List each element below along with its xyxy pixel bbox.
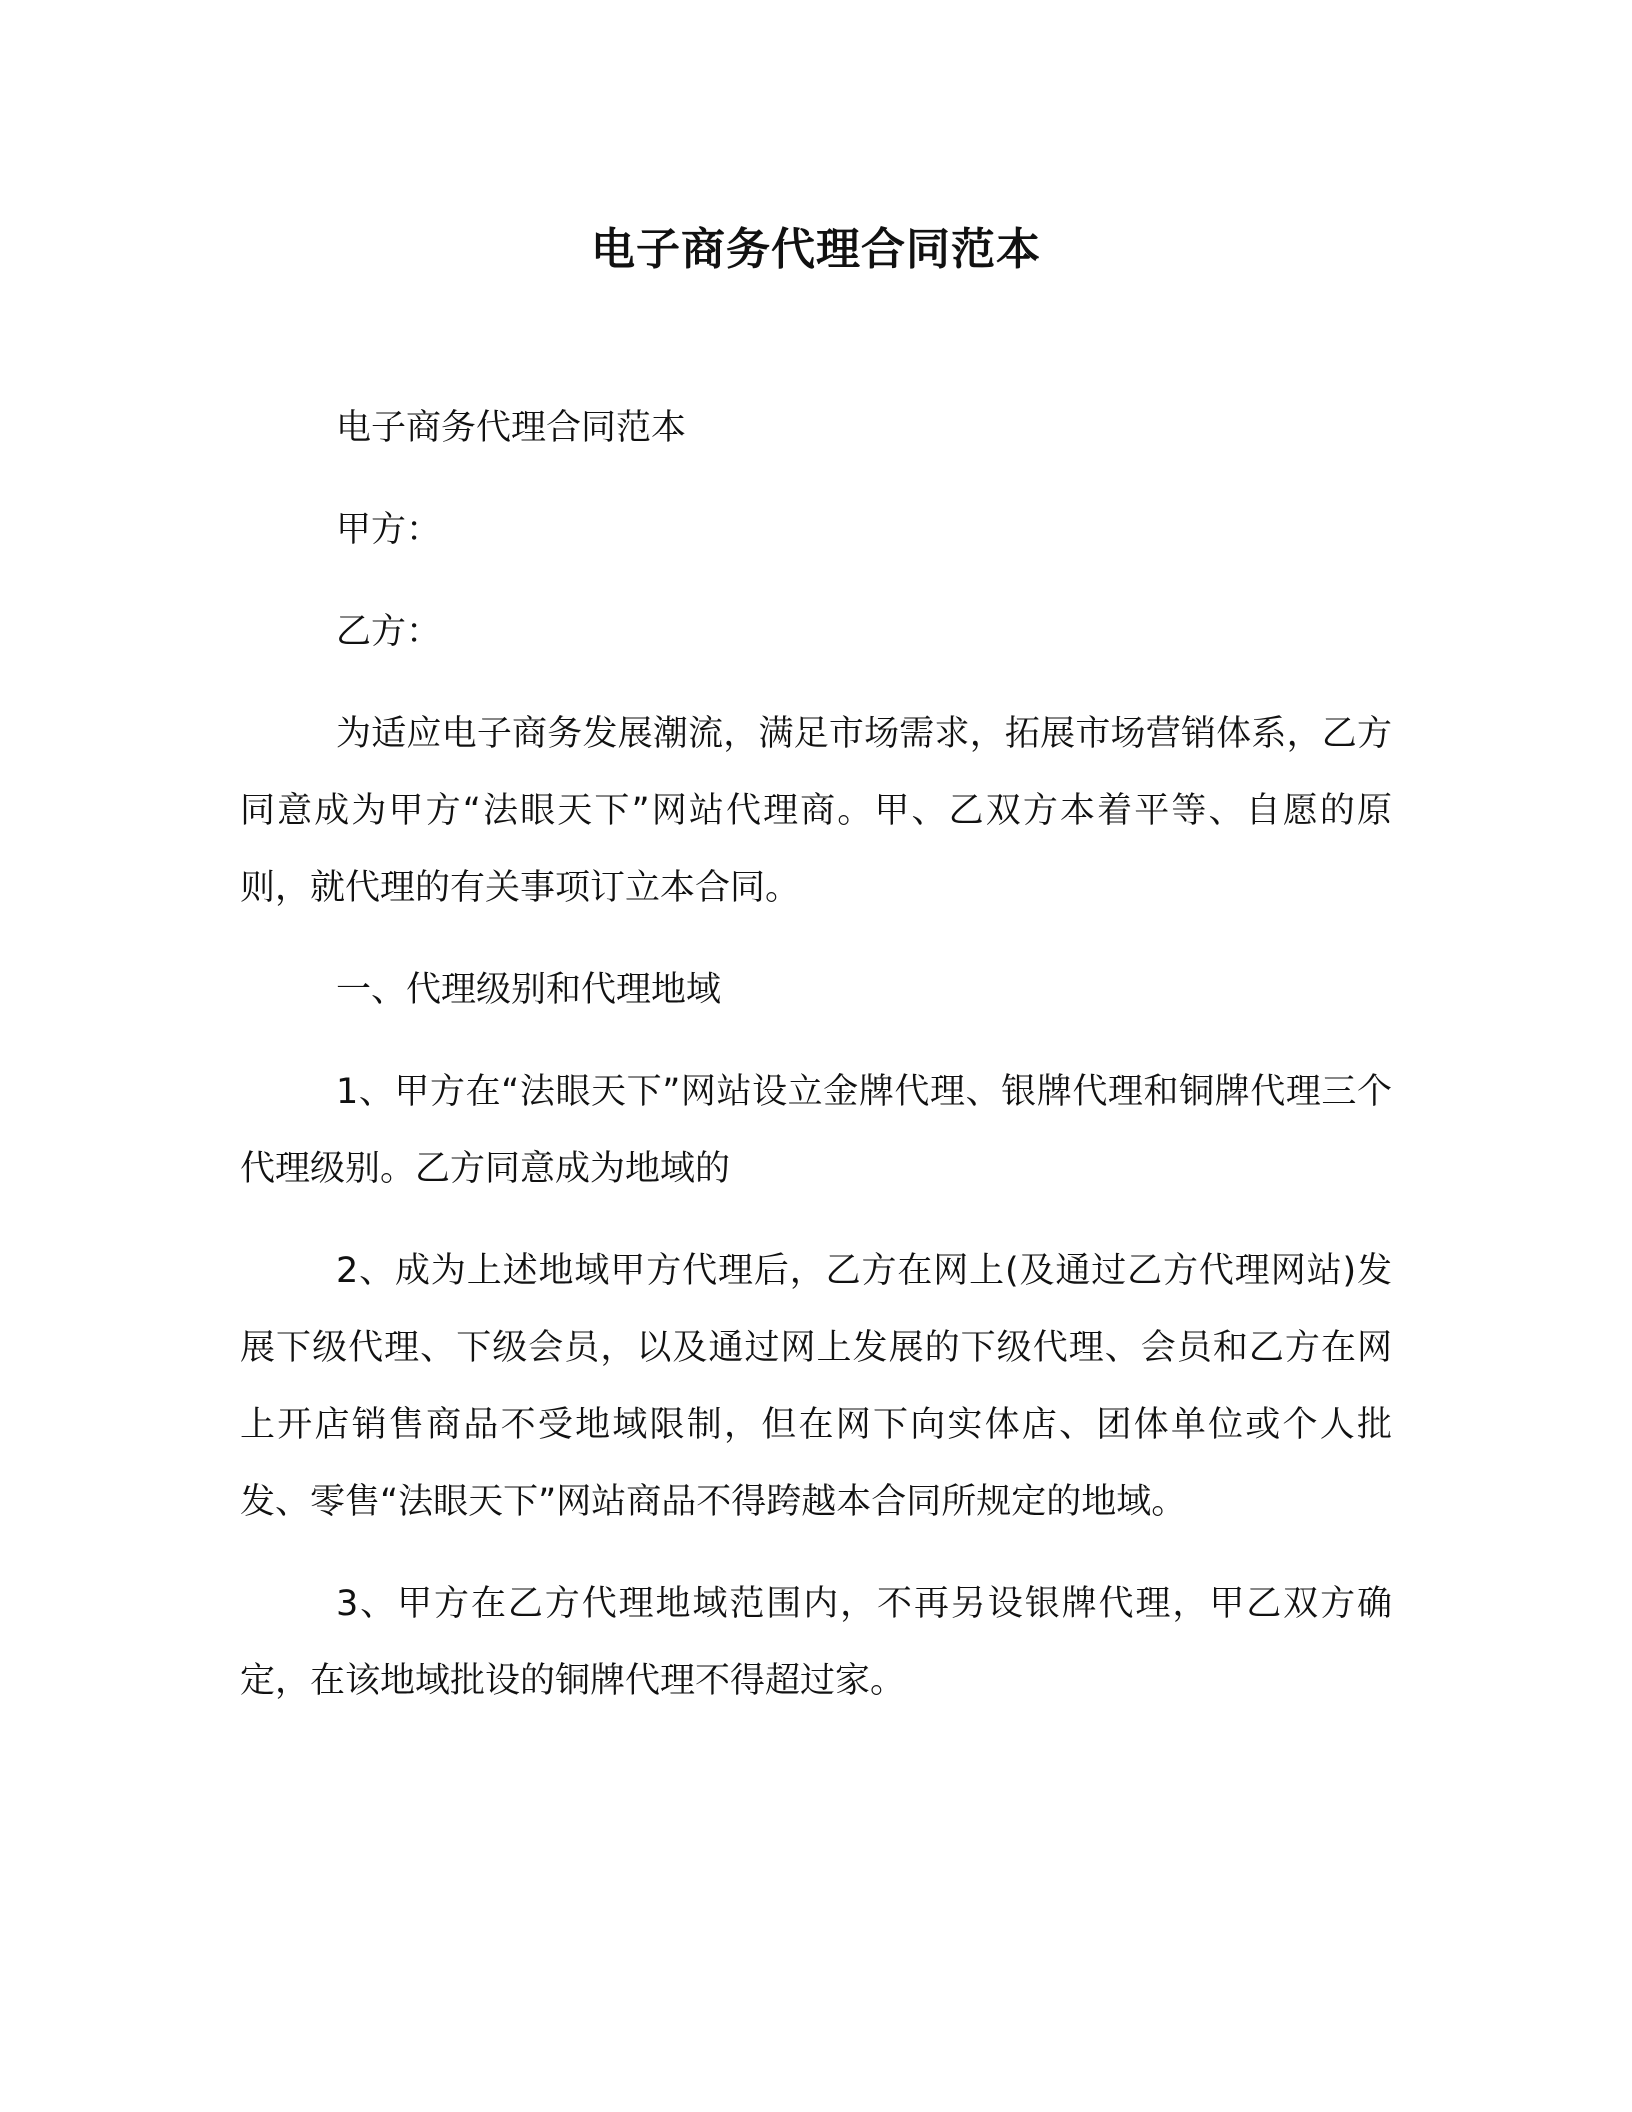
clause-1-paragraph: 1、甲方在“法眼天下”网站设立金牌代理、银牌代理和铜牌代理三个代理级别。乙方同意成为地域的 [240, 1072, 1392, 1189]
subtitle-paragraph: 电子商务代理合同范本 [336, 408, 687, 448]
clause-3-paragraph: 3、甲方在乙方代理地域范围内，不再另设银牌代理，甲乙双方确定，在该地域批设的铜牌代理不得超过家。 [240, 1584, 1392, 1701]
document-body [240, 390, 1392, 1745]
document-title: 电子商务代理合同范本 [591, 224, 1041, 275]
clause-2-paragraph: 2、成为上述地域甲方代理后，乙方在网上(及通过乙方代理网站)发展下级代理、下级会员，以及通过网上发展的下级代理、会员和乙方在网上开店销售商品不受地域限制，但在网下向实体店、团体单位或个人批发、零售“法眼天下”网站商品不得跨越本合同所规定的地域。 [240, 1251, 1392, 1522]
section-heading: 一、代理级别和代理地域 [336, 970, 722, 1010]
party-b-line: 乙方： [336, 612, 442, 652]
party-a-line: 甲方： [336, 510, 442, 550]
preamble-paragraph: 为适应电子商务发展潮流，满足市场需求，拓展市场营销体系，乙方同意成为甲方“法眼天下”网站代理商。甲、乙双方本着平等、自愿的原则，就代理的有关事项订立本合同。 [240, 714, 1392, 908]
